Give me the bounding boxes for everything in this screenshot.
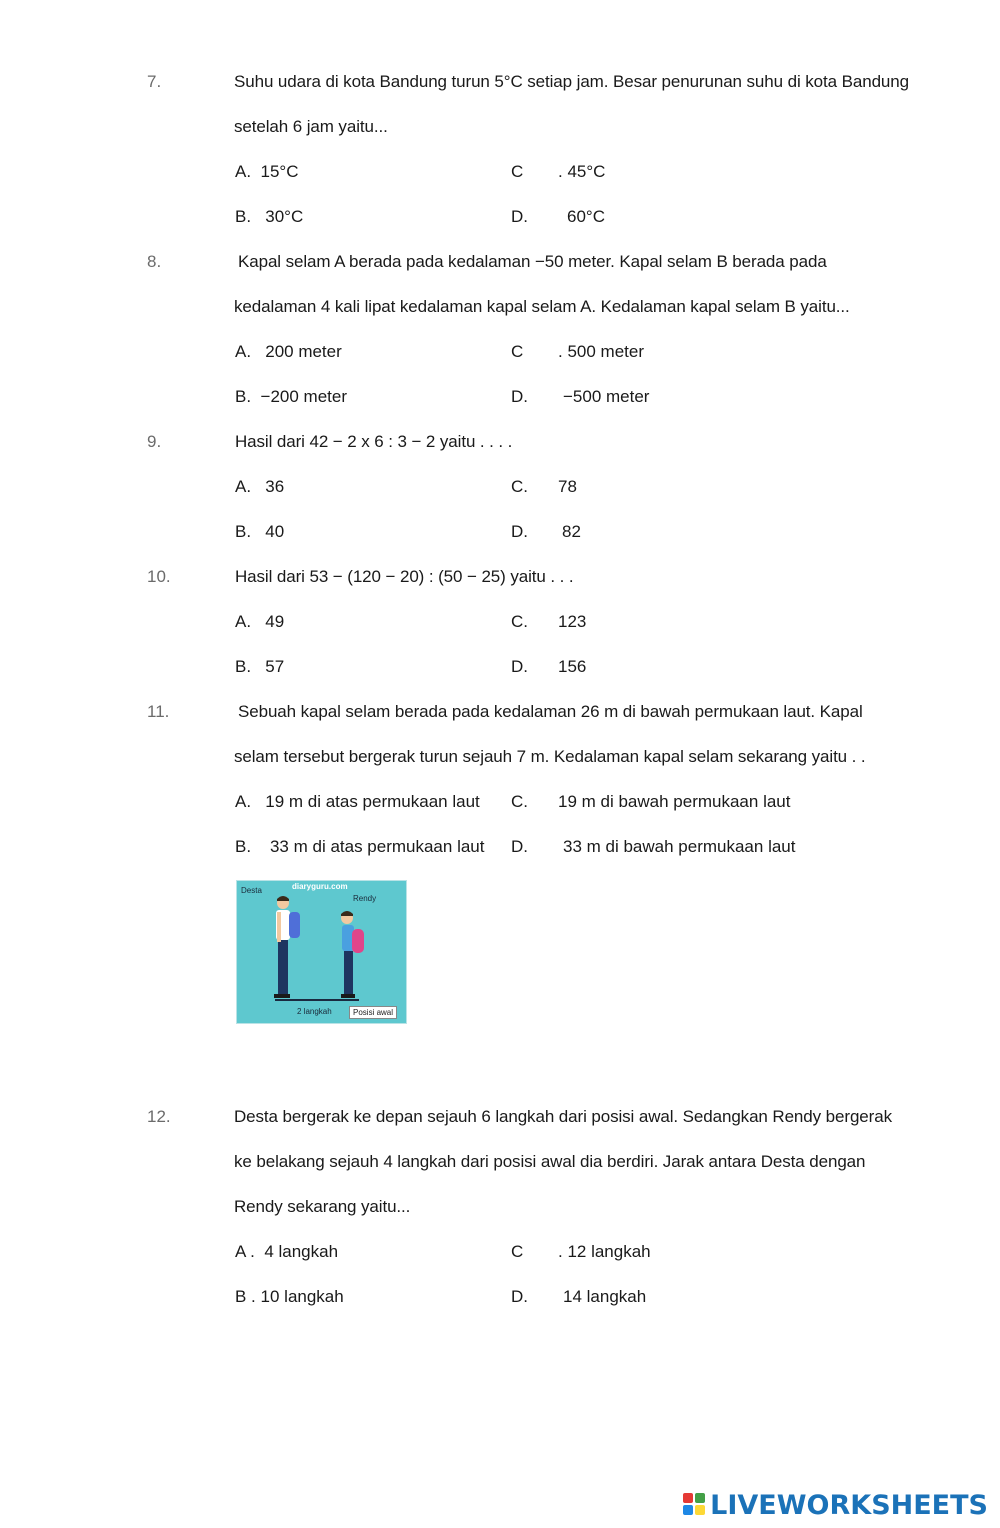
option-b[interactable]: B. 33 m di atas permukaan laut [235, 837, 485, 856]
option-d[interactable]: D. 14 langkah [511, 1287, 647, 1306]
option-d[interactable]: D. −500 meter [511, 387, 650, 406]
option-d[interactable]: D. 33 m di bawah permukaan laut [511, 837, 796, 856]
option-d[interactable]: D. 156 [511, 657, 587, 676]
question-text: ke belakang sejauh 4 langkah dari posisi awal dia berdiri. Jarak antara Desta dengan [234, 1152, 866, 1171]
question-number: 11. [147, 702, 170, 721]
desta-rendy-illustration [236, 880, 407, 1024]
label-rendy: Rendy [353, 894, 377, 903]
option-b[interactable]: B . 10 langkah [235, 1287, 344, 1306]
option-a[interactable]: A. 200 meter [235, 342, 342, 361]
question-number: 8. [147, 252, 162, 271]
site-watermark: diaryguru.com [292, 882, 348, 891]
option-c[interactable]: C . 45°C [511, 162, 606, 181]
desta-figure [274, 896, 300, 998]
question-text: kedalaman 4 kali lipat kedalaman kapal selam A. Kedalaman kapal selam B yaitu... [234, 297, 850, 316]
question-text: Desta bergerak ke depan sejauh 6 langkah dari posisi awal. Sedangkan Rendy bergerak [234, 1107, 892, 1126]
option-b[interactable]: B. 57 [235, 657, 285, 676]
option-c[interactable]: C. 123 [511, 612, 587, 631]
option-a[interactable]: A. 15°C [235, 162, 299, 181]
option-a[interactable]: A . 4 langkah [235, 1242, 339, 1261]
question-number: 7. [147, 72, 162, 91]
option-b[interactable]: B. 30°C [235, 207, 304, 226]
question-text: Sebuah kapal selam berada pada kedalaman 26 m di bawah permukaan laut. Kapal [238, 702, 863, 721]
question-text: selam tersebut bergerak turun sejauh 7 m. Kedalaman kapal selam sekarang yaitu . . [234, 747, 866, 766]
label-start-position: Posisi awal [349, 1006, 397, 1019]
label-distance: 2 langkah [297, 1007, 332, 1016]
question-text: Kapal selam A berada pada kedalaman −50 meter. Kapal selam B berada pada [238, 252, 827, 271]
logo-text: LIVEWORKSHEETS [710, 1489, 988, 1521]
option-d[interactable]: D. 82 [511, 522, 581, 541]
question-text: setelah 6 jam yaitu... [234, 117, 388, 136]
question-text: Hasil dari 42 − 2 x 6 : 3 − 2 yaitu . . . . [235, 432, 513, 451]
option-c[interactable]: C . 12 langkah [511, 1242, 651, 1261]
option-a[interactable]: A. 49 [235, 612, 285, 631]
question-text: Suhu udara di kota Bandung turun 5°C setiap jam. Besar penurunan suhu di kota Bandung [234, 72, 909, 91]
question-number: 12. [147, 1107, 171, 1126]
option-d[interactable]: D. 60°C [511, 207, 605, 226]
question-number: 10. [147, 567, 171, 586]
question-text: Hasil dari 53 − (120 − 20) : (50 − 25) yaitu . . . [235, 567, 574, 586]
option-a[interactable]: A. 19 m di atas permukaan laut [235, 792, 480, 811]
label-desta: Desta [241, 886, 262, 895]
figure-drawing [237, 881, 406, 1023]
option-b[interactable]: B. −200 meter [235, 387, 347, 406]
liveworksheets-logo-icon [683, 1493, 707, 1517]
rendy-figure [341, 911, 364, 998]
option-a[interactable]: A. 36 [235, 477, 285, 496]
question-number: 9. [147, 432, 162, 451]
option-c[interactable]: C. 19 m di bawah permukaan laut [511, 792, 791, 811]
option-c[interactable]: C. 78 [511, 477, 577, 496]
option-b[interactable]: B. 40 [235, 522, 285, 541]
question-text: Rendy sekarang yaitu... [234, 1197, 411, 1216]
liveworksheets-logo[interactable] [683, 1488, 988, 1522]
option-c[interactable]: C . 500 meter [511, 342, 644, 361]
